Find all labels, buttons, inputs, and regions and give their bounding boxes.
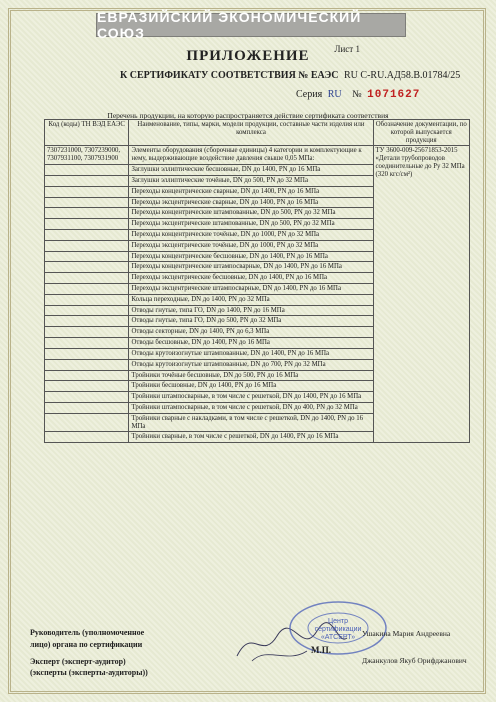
row-codes — [45, 370, 129, 381]
row-name: Отводы гнутые, типа ГО, DN до 1400, PN до 16 МПа — [129, 305, 373, 316]
row-codes — [45, 348, 129, 359]
row-name: Переходы эксцентрические штампованные, DN до 500, PN до 32 МПа — [129, 219, 373, 230]
expert-label-1: Эксперт (эксперт-аудитор) — [30, 657, 126, 666]
expert-name: Джанкулов Якуб Орифджанович — [362, 656, 467, 665]
row-codes — [45, 251, 129, 262]
sheet-number: Лист 1 — [334, 44, 360, 54]
series-value: RU — [327, 89, 342, 100]
row-name: Отводы бесшовные, DN до 1400, PN до 16 МПа — [129, 338, 373, 349]
row-codes — [45, 413, 129, 432]
row-codes — [45, 165, 129, 176]
table-row — [45, 146, 470, 165]
row-codes — [45, 327, 129, 338]
stamp-line-2: сертификации — [314, 626, 362, 633]
row-codes: 7307231000, 7307239000, 7307931100, 7307931900 — [45, 146, 129, 165]
certificate-line — [120, 70, 460, 81]
row-name: Переходы эксцентрические штампосварные, DN до 1400, PN до 16 МПа — [129, 284, 373, 295]
stamp-line-1: Центр — [327, 618, 349, 625]
union-name: ЕВРАЗИЙСКИЙ ЭКОНОМИЧЕСКИЙ СОЮЗ — [97, 9, 362, 41]
row-codes — [45, 262, 129, 273]
row-doc: ТУ 3600-009-25671853-2015 «Детали трубопроводов соединительные до Ру 32 МПа (320 кгс/см²) — [373, 146, 469, 443]
row-name: Переходы концентрические точёные, DN до 1000, PN до 32 МПа — [129, 229, 373, 240]
row-name: Элементы оборудования (сборочные единицы) 4 категории и комплектующие к нему, выдерживающие воздействие давления свыше 0,05 МПа: — [129, 146, 373, 165]
row-codes — [45, 219, 129, 230]
row-codes — [45, 402, 129, 413]
row-codes — [45, 392, 129, 403]
header-doc: Обозначение документации, по которой выпускается продукция — [373, 120, 469, 146]
row-name: Тройники бесшовные, DN до 1400, PN до 16 МПа — [129, 381, 373, 392]
stamp-line-3: «АТСЕРТ» — [320, 634, 356, 641]
head-label-1: Руководитель (уполномоченное — [30, 628, 145, 637]
row-codes — [45, 338, 129, 349]
row-name: Переходы эксцентрические сварные, DN до 1400, PN до 16 МПа — [129, 197, 373, 208]
row-name: Переходы концентрические сварные, DN до 1400, PN до 16 МПа — [129, 186, 373, 197]
row-name: Отводы гнутые, типа ГО, DN до 500, PN до 32 МПа — [129, 316, 373, 327]
row-name: Переходы концентрические штампосварные, DN до 1400, PN до 16 МПа — [129, 262, 373, 273]
serial-number: 1071627 — [367, 89, 421, 101]
row-name: Тройники точёные бесшовные, DN до 500, PN до 16 МПа — [129, 370, 373, 381]
row-name: Заглушки эллиптические бесшовные, DN до 1400, PN до 16 МПа — [129, 165, 373, 176]
row-name: Тройники штампосварные, в том числе с решеткой, DN до 1400, PN до 16 МПа — [129, 392, 373, 403]
series-label: Серия — [296, 89, 323, 100]
row-codes — [45, 284, 129, 295]
certificate-label: К СЕРТИФИКАТУ СООТВЕТСТВИЯ № ЕАЭС — [120, 70, 339, 81]
row-codes — [45, 359, 129, 370]
header-band — [96, 9, 406, 41]
row-codes — [45, 197, 129, 208]
row-codes — [45, 294, 129, 305]
row-codes — [45, 381, 129, 392]
row-codes — [45, 305, 129, 316]
table-header-row — [45, 120, 470, 146]
row-name: Отводы крутоизогнутые штампованные, DN до 1400, PN до 16 МПа — [129, 348, 373, 359]
head-label-2: лицо) органа по сертификации — [30, 640, 143, 649]
row-name: Переходы концентрические бесшовные, DN до 1400, PN до 16 МПа — [129, 251, 373, 262]
row-name: Отводы крутоизогнутые штампованные, DN до 700, PN до 32 МПа — [129, 359, 373, 370]
row-codes — [45, 432, 129, 443]
certification-stamp — [286, 598, 390, 658]
header-code: Код (коды) ТН ВЭД ЕАЭС — [45, 120, 129, 146]
head-name: Ушакина Мария Андреевна — [362, 629, 451, 638]
row-name: Тройники сварные, в том числе с решеткой, DN до 1400, PN до 16 МПа — [129, 432, 373, 443]
row-name: Переходы эксцентрические бесшовные, DN до 1400, PN до 16 МПа — [129, 273, 373, 284]
table-caption: Перечень продукции, на которую распространяется действие сертификата соответствия — [107, 111, 389, 120]
row-name: Переходы концентрические штампованные, DN до 500, PN до 32 МПа — [129, 208, 373, 219]
row-codes — [45, 175, 129, 186]
serial-label: № — [352, 89, 362, 100]
row-codes — [45, 273, 129, 284]
row-name: Заглушки эллиптические точёные, DN до 500, PN до 32 МПа — [129, 175, 373, 186]
row-name: Переходы эксцентрические точёные, DN до 1000, PN до 32 МПа — [129, 240, 373, 251]
expert-label-2: (эксперты (эксперты-аудиторы)) — [30, 668, 148, 677]
header-name: Наименование, типы, марки, модели продукции, составные части изделия или комплекса — [129, 120, 373, 146]
row-codes — [45, 316, 129, 327]
row-codes — [45, 240, 129, 251]
series-line — [296, 89, 420, 101]
row-name: Тройники штампосварные, в том числе с решеткой, DN до 400, PN до 32 МПа — [129, 402, 373, 413]
products-table — [44, 119, 470, 443]
certificate-number: RU С-RU.АД58.В.01784/25 — [344, 70, 461, 81]
row-name: Кольца переходные, DN до 1400, PN до 32 МПа — [129, 294, 373, 305]
row-codes — [45, 186, 129, 197]
page-title: ПРИЛОЖЕНИЕ — [186, 48, 310, 64]
seal-place: М.П. — [311, 645, 331, 655]
row-name: Отводы секторные, DN до 1400, PN до 6,3 МПа — [129, 327, 373, 338]
row-name: Тройники сварные с накладками, в том числе с решеткой, DN до 1400, PN до 16 МПа — [129, 413, 373, 432]
row-codes — [45, 208, 129, 219]
row-codes — [45, 229, 129, 240]
